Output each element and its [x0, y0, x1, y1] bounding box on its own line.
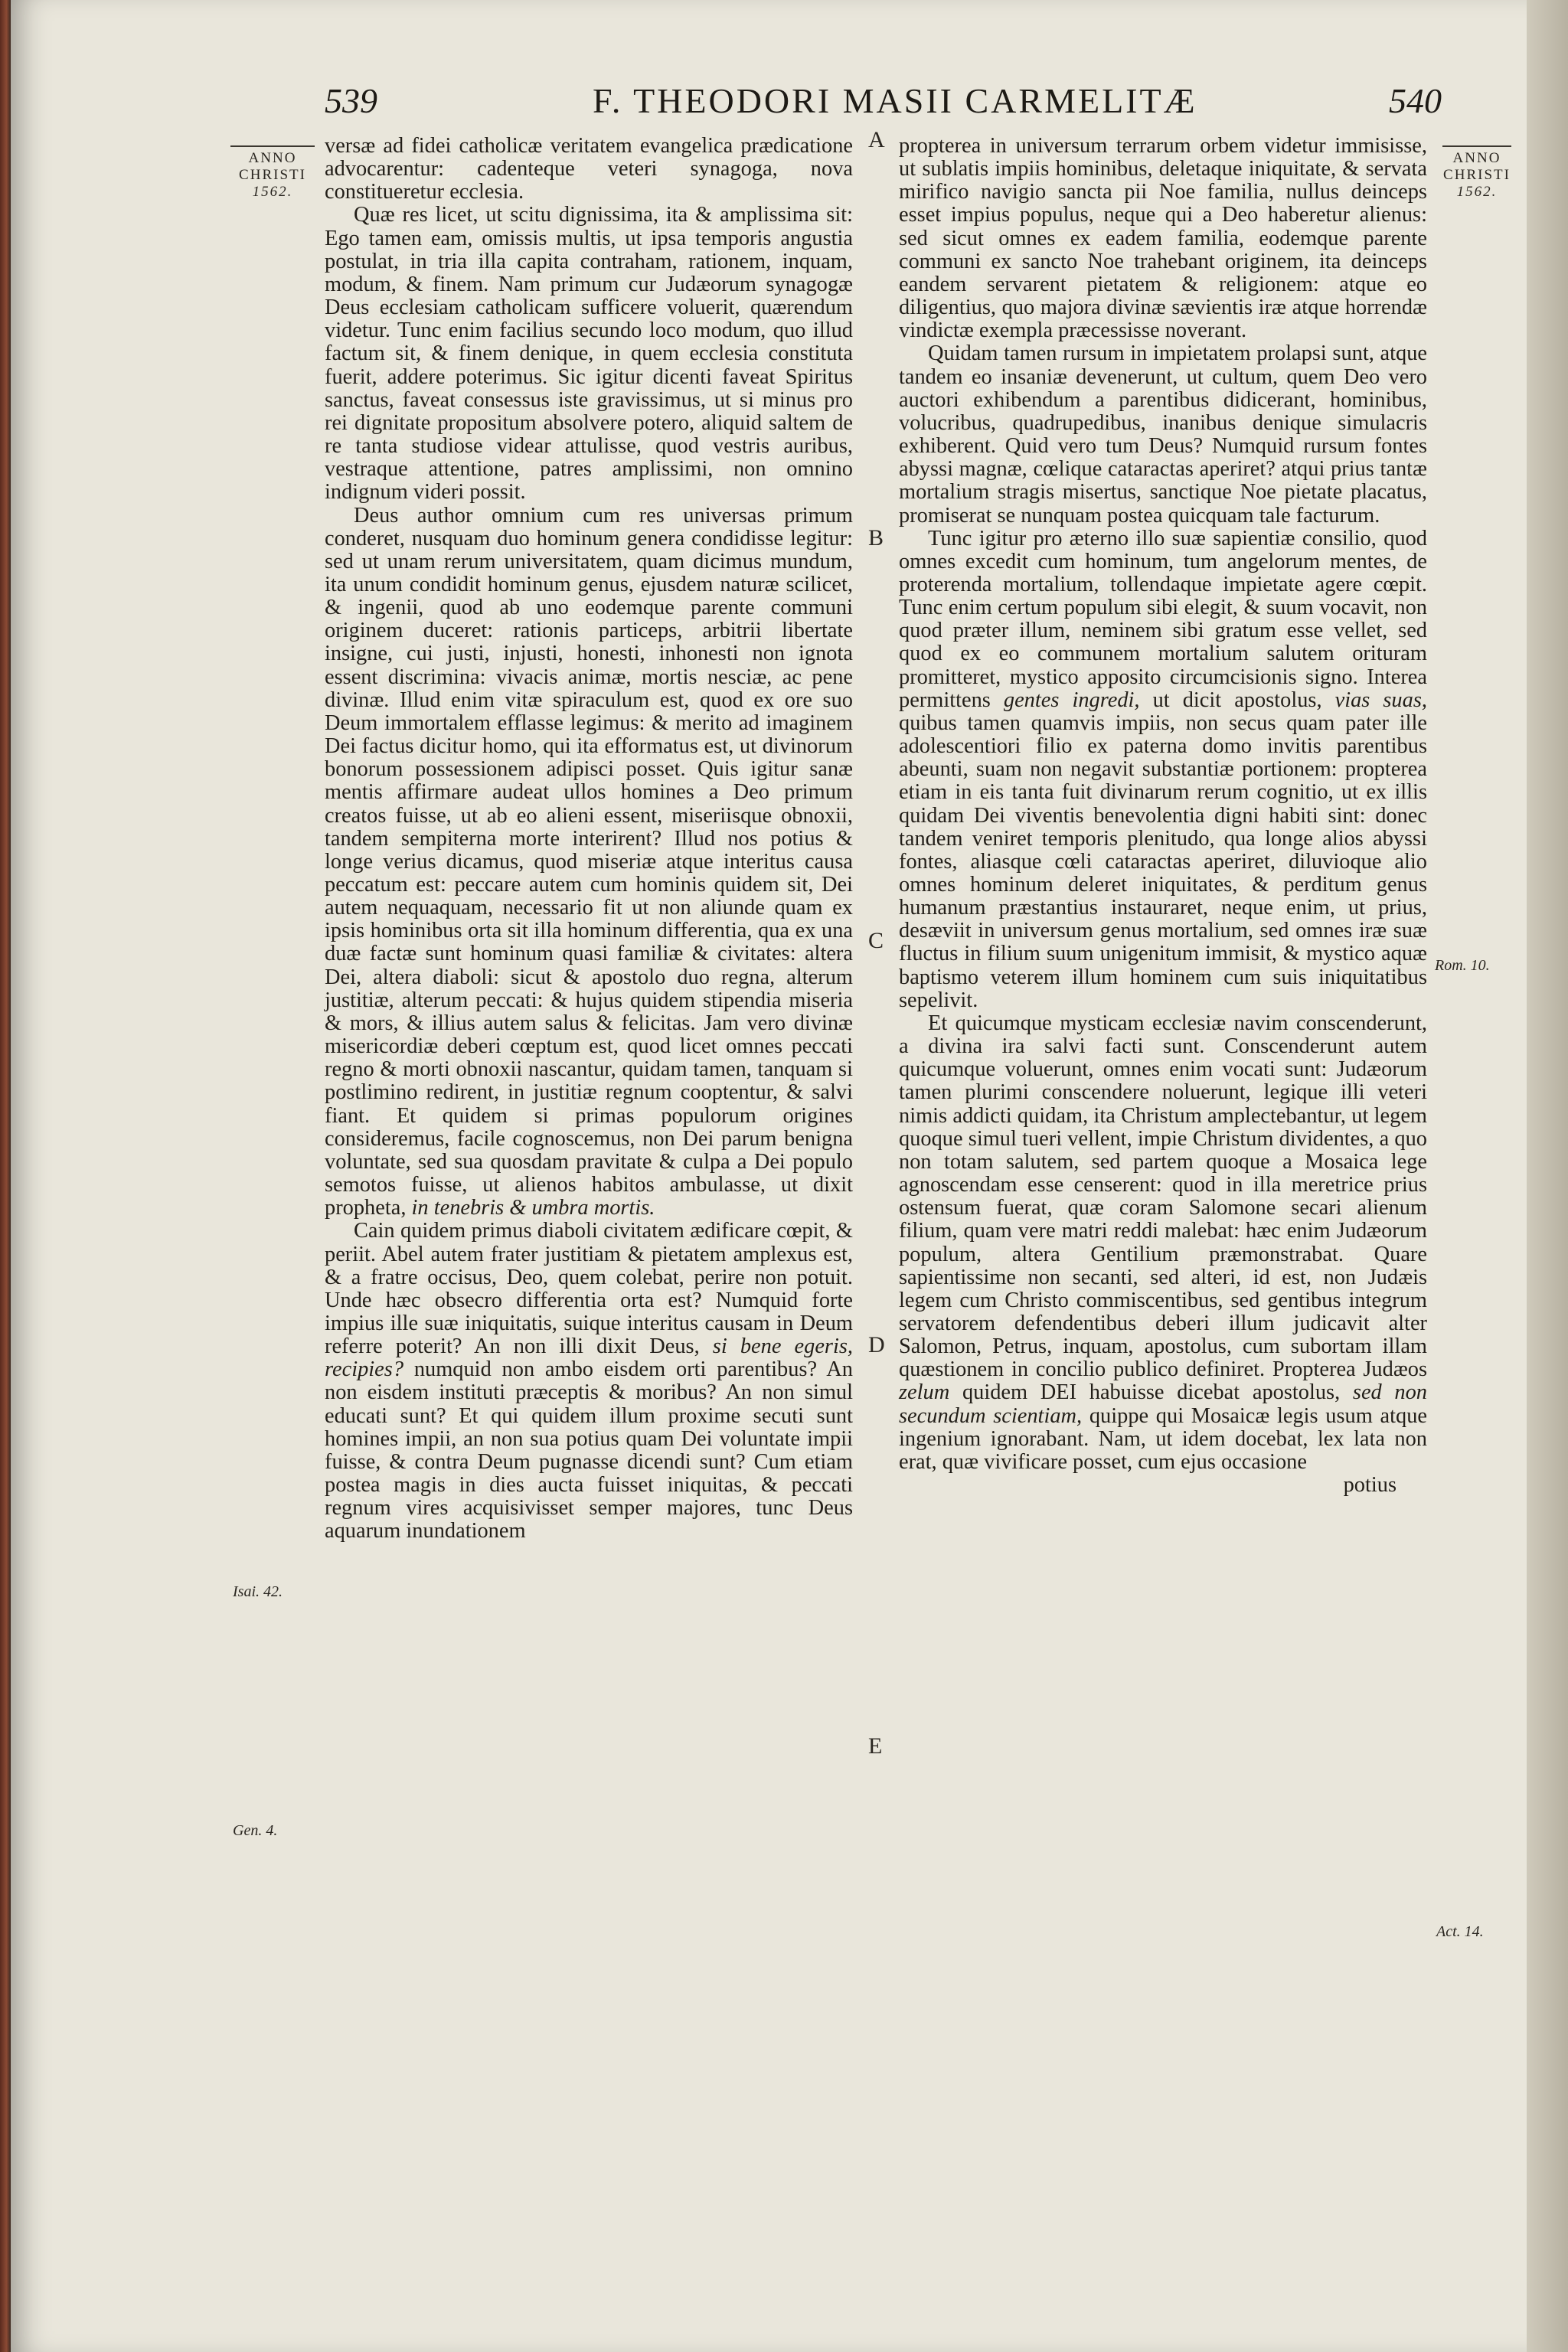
- paragraph-text: quippe qui Mosaicæ legis usum atque ingenium ignorabant. Nam, ut idem docebat, lex lata non erat, quæ vivificare posset, cum ejus occasione: [899, 1403, 1427, 1474]
- paragraph-text: Tunc igitur pro æterno illo suæ sapientiæ consilio, quod omnes excedit cum hominum, tum angelorum mentes, de proterenda mortalium, tollendaque impietate agere cœpit. Tunc enim certum populum sibi elegit, & suum vocavit, non quod præter illum, neminem sibi gratum esse vellet, sed quod ex eo communem mortalium salutem orituram promitteret, mystico apposito circumcisionis signo. Interea permittens: [899, 526, 1427, 712]
- quotation-italic: in tenebris & umbra mortis.: [411, 1196, 655, 1220]
- margin-note-act: Act. 14.: [1436, 1923, 1484, 1940]
- book-binding-edge: [0, 0, 11, 2352]
- page-header: [11, 80, 1527, 126]
- paragraph: [899, 1012, 1427, 1474]
- christi-label: CHRISTI: [1443, 167, 1511, 183]
- section-marker-c: C: [868, 928, 884, 953]
- paragraph: versæ ad fidei catholicæ veritatem evangelica prædicatione advocarentur: cadenteque veteri synagoga, nova constitueretur ecclesia.: [325, 134, 853, 204]
- paragraph-text: quidem DEI habuisse dicebat apostolus,: [962, 1380, 1341, 1405]
- quotation-italic: si bene egeris, recipies?: [325, 1334, 853, 1382]
- margin-note-rom: Rom. 10.: [1435, 957, 1490, 974]
- section-marker-a: A: [868, 127, 885, 152]
- quotation-italic: sed non secundum scientiam,: [899, 1380, 1427, 1428]
- anno-label: ANNO: [248, 150, 297, 166]
- paragraph: [325, 505, 853, 1220]
- page-number-right: 540: [1389, 81, 1442, 120]
- paragraph-text: quibus tamen quamvis impiis, non secus quam pater ille adolescentiori filio ex paterna domo invitis parentibus abeunti, suam non negavit substantiæ portionem: propterea etiam in eis tanta fuit divinarum rerum cognitio, ut ex illis quidam Dei viventis benevolentia digni habiti sint: donec tandem veniret temporis plenitudo, qua longe alios abyssi fontes, aliasque cœli cataractas aperiret, diluvioque alio omnes hominum deleret iniquitates, & perditum genus humanum præstantius instauraret, neque enim, ut prius, desæviit in universum genus mortalium, sed omnes iræ suæ fluctus in filium suum unigenitum immisit, & mystico aquæ baptismo veterem illum hominem cum suis iniquitatibus sepelivit.: [899, 710, 1427, 1012]
- paragraph-text: Cain quidem primus diaboli civitatem ædificare cœpit, & periit. Abel autem frater justitiam & pietatem amplexus est, & a fratre occisus, Deo, quem colebat, perire non potuit. Unde hæc obsecro differentia orta est? Numquid forte impius ille suæ iniquitatis, suique interitus causam in Deum referre poterit? An non illi dixit Deus,: [325, 1219, 853, 1359]
- left-text-column: [325, 135, 853, 1544]
- paragraph: propterea in universum terrarum orbem videtur immisisse, ut sublatis impiis hominibus, deletaque iniquitate, & servata mirifico navigio sancta pii Noe familia, nullus deinceps esset impius populus, neque qui a Deo haberetur alienus: sed sicut omnes ex eadem familia, eodemque parente communi ex sancto Noe trahebant originem, ita deinceps eandem servarent pietatem & religionem: atque eo diligentius, quo majora divinæ sævientis iræ atque horrendæ vindictæ exempla præcessisse noverant.: [899, 134, 1427, 343]
- paragraph: [325, 1220, 853, 1543]
- quotation-italic: gentes ingredi,: [1003, 688, 1140, 712]
- quotation-italic: zelum: [899, 1380, 950, 1405]
- margin-note-gen: Gen. 4.: [233, 1822, 278, 1839]
- catchword: potius: [1343, 1473, 1396, 1498]
- section-marker-e: E: [868, 1733, 883, 1759]
- margin-note-isai: Isai. 42.: [233, 1583, 283, 1600]
- paragraph-text: numquid non ambo eisdem orti parentibus? An non eisdem instituti præceptis & moribus? An non simul educati sunt? Et qui quidem illum proxime secuti sunt homines impii, an non sua potius quam Dei voluntate impii fuisse, & contra Deum pugnasse dicendi sunt? Cum etiam postea magis in dies aucta fuisset iniquitas, & peccati regnum vires acquisivisset semper majores, tunc Deus aquarum inundationem: [325, 1357, 853, 1544]
- paragraph-text: Deus author omnium cum res universas primum conderet, nusquam duo hominum genera condidisse legitur: sed ut unam rerum universitatem, quam dicimus mundum, ita unum condidit hominum genus, ejusdem naturæ scilicet, & ingenii, quod ab uno eodemque parente communi originem duceret: rationis particeps, arbitrii libertate insigne, cui justi, injusti, honesti, inhonesti non ignota essent discrimina: vivacis animæ, mortis nesciæ, ac pene divinæ. Illud enim vitæ spiraculum est, quod ex ore suo Deum immortalem efflasse legimus: & merito ad imaginem Dei factus dicitur homo, qui ita efformatus est, ut divinorum bonorum possessionem adipisci posset. Quis igitur sanæ mentis affirmare audeat ullos homines a Deo primum creatos fuisse, ut ab eo alieni essent, miseriisque obnoxii, tandem sempiterna morte interirent? Illud nos potius & longe verius dicamus, quod miseriæ atque interitus causa peccatum est: peccare autem cum hominis quidem sit, Dei autem nequaquam, necessario fit ut non aliunde quam ex ipsis hominibus orta sit illa hominum differentia, qua ex una duæ factæ sunt hominum quasi familiæ & civitates: altera Dei, altera diaboli: sicut & apostolo duo regna, alterum justitiæ, alterum peccati: & hujus quidem stipendia miseria & mors, & illius autem salus & felicitas. Jam vero divinæ misericordiæ deberi cœptum est, quod licet omnes peccati regno & morti obnoxii nascantur, quidam tamen, tanquam si postlimino redirent, in justitiæ regnum cooptentur, & salvi fiant. Et quidem si primas populorum origines consideremus, facile cognoscemus, non Dei parum benigna voluntate, sed sua quosdam pravitate & culpa a Dei populo semotos fuisse, ut alienos habitos ambulasse, ut dixit propheta,: [325, 503, 853, 1220]
- facing-page-edge: [1527, 0, 1568, 2352]
- anno-christi-right: [1431, 145, 1523, 201]
- section-marker-b: B: [868, 525, 884, 550]
- christi-label: CHRISTI: [239, 167, 306, 183]
- quotation-italic: vias suas,: [1334, 688, 1427, 712]
- running-title: F. THEODORI MASII CARMELITÆ: [593, 81, 1197, 120]
- paragraph: [899, 528, 1427, 1012]
- anno-christi-left: [219, 145, 326, 201]
- paragraph-text: ut dicit apostolus,: [1152, 688, 1322, 712]
- page-number-left: 539: [325, 81, 377, 120]
- section-marker-d: D: [868, 1332, 885, 1357]
- book-page: [11, 0, 1527, 2352]
- anno-label: ANNO: [1452, 150, 1501, 166]
- anno-year: 1562.: [252, 184, 293, 200]
- paragraph: Quidam tamen rursum in impietatem prolapsi sunt, atque tandem eo insaniæ devenerunt, ut cultum, quem Deo vero auctori exhibendum a parentibus didicerant, hominibus, volucribus, quadrupedibus, inanibus denique simulacris exhiberent. Quid vero tum Deus? Numquid rursum fontes abyssi magnæ, cœlique cataractas aperiret? atqui prius tantæ mortalium stragis misertus, sanctique Noe pietate placatus, promiserat se nunquam postea quicquam tale facturum.: [899, 341, 1427, 528]
- paragraph: Quæ res licet, ut scitu dignissima, ita & amplissima sit: Ego tamen eam, omissis multis, ut ipsa temporis angustia postulat, in tria illa capita contraham, rationem, inquam, modum, & finem. Nam primum cur Judæorum synagogæ Deus ecclesiam catholicam sufficere voluerit, quærendum videtur. Tunc enim facilius secundo loco modum, quo illud factum sit, & finem denique, in quem ecclesia constituta fuerit, addere poterimus. Sic igitur dicenti faveat Spiritus sanctus, faveat consessus iste gravissimus, ut si minus pro rei dignitate propositum absolvere potero, aliquid saltem de re tanta studiose videar attulisse, quod vestris auribus, vestraque attentione, patres amplissimi, non omnino indignum videri possit.: [325, 203, 853, 505]
- anno-year: 1562.: [1456, 184, 1498, 200]
- paragraph-text: Et quicumque mysticam ecclesiæ navim conscenderunt, a divina ira salvi facti sunt. Conscenderunt autem quicumque voluerunt, omnes enim vocati sunt: Judæorum tamen plurimi conscendere noluerunt, legique illi veteri nimis addicti quidam, ita Christum amplectebantur, ut legem quoque simul tueri vellent, impie Christum dividentes, a quo non totam salutem, sed partem quoque a Mosaica lege agnoscendam esse censerent: quod in illa meretrice prius ostensum fuerat, quæ coram Salomone secari alienum filium, quam vere matri reddi malebat: hæc enim Judæorum populum, altera Gentilium præmonstrabat. Quare sapientissime non secanti, sed alteri, id est, non Judæis legem cum Christo commiscentibus, sed gentibus integrum servatorem defendentibus deberi illum judicavit alter Salomon, Petrus, inquam, apostolus, cum subortam illam quæstionem in concilio publico definiret. Propterea Judæos: [899, 1011, 1427, 1382]
- right-text-column: [899, 135, 1427, 1497]
